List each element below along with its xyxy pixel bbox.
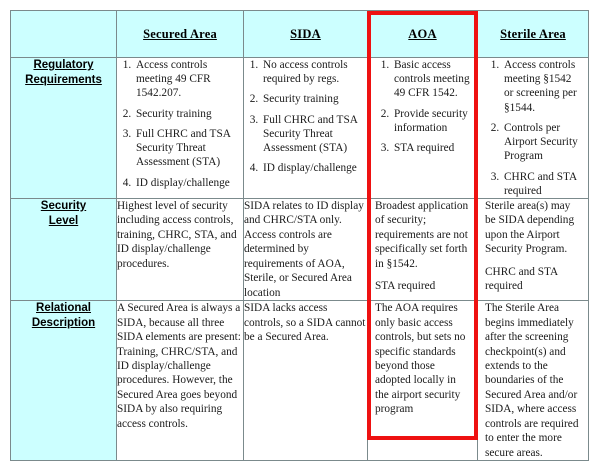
cell-paragraph: Highest level of security including access controls, training, CHRC, STA, and ID display/challenge procedures. (117, 199, 237, 270)
cell-paragraph: Sterile area(s) may be SIDA depending upon the Airport Security Program. (485, 199, 575, 256)
table-corner-cell (11, 11, 117, 58)
cell-paragraph: The AOA requires only basic access controls, but sets no specific standards beyond those adopted locally in the airport security program (375, 302, 466, 416)
table-header-row (11, 11, 589, 58)
cell-security-level-sida (244, 198, 368, 300)
cell-paragraph: The Sterile Area begins immediately after the screening checkpoint(s) and extends to the boundaries of the Secured Area and/or SIDA, where access controls are required to enter the more secure areas. (485, 302, 579, 459)
row-label-line2: Requirements (25, 73, 102, 86)
requirement-list (485, 58, 583, 198)
column-header-sida (244, 11, 368, 58)
column-header-label: AOA (408, 27, 437, 41)
row-label-line2: Description (31, 316, 96, 329)
column-header-aoa (368, 11, 478, 58)
cell-regulatory-sterile (478, 58, 589, 199)
cell-relational-aoa (368, 301, 478, 461)
row-label-security-level (11, 198, 117, 300)
security-areas-comparison-table (10, 10, 589, 461)
paragraph-group (375, 301, 472, 417)
requirement-item: 3. Full CHRC and TSA Security Threat Assessment (STA) (261, 113, 367, 156)
paragraph-group (244, 199, 367, 300)
cell-paragraph: CHRC and STA required (485, 265, 558, 293)
requirement-item: 1. No access controls required by regs. (261, 58, 367, 86)
cell-paragraph: STA required (375, 280, 436, 293)
row-label-relational-description (11, 301, 117, 461)
paragraph-group (244, 301, 367, 344)
paragraph-group (375, 199, 472, 294)
requirement-item: 2. Controls per Airport Security Program (502, 121, 583, 164)
cell-paragraph: Broadest application of security; requirements are not specifically set forth in §1542. (375, 199, 469, 270)
cell-paragraph: SIDA lacks access controls, so a SIDA cannot be a Secured Area. (244, 302, 366, 344)
row-label-line1: Relational (36, 302, 91, 315)
cell-security-level-sterile (478, 198, 589, 300)
requirement-item: 1. Basic access controls meeting 49 CFR 1542. (392, 58, 472, 101)
column-header-secured-area (117, 11, 244, 58)
row-label-line2: Level (48, 214, 79, 227)
column-header-label: Secured Area (143, 27, 217, 41)
cell-relational-sida (244, 301, 368, 461)
paragraph-group (485, 301, 583, 460)
paragraph-group (117, 199, 243, 271)
cell-security-level-aoa (368, 198, 478, 300)
column-header-label: SIDA (290, 27, 321, 41)
cell-relational-secured (117, 301, 244, 461)
paragraph-group (485, 199, 583, 294)
requirement-item: 4. ID display/challenge (134, 176, 243, 190)
requirement-list (375, 58, 472, 155)
row-label-line1: Security (40, 199, 87, 212)
cell-paragraph: A Secured Area is always a SIDA, because all three SIDA elements are present: Training, CHRC/STA, and ID display/challenge procedures. However, the Secured Area goes beyond SIDA by also requiring access controls. (117, 302, 241, 430)
table-row-relational-description (11, 301, 589, 461)
table-row-security-level (11, 198, 589, 300)
paragraph-group (117, 301, 243, 431)
requirement-item: 2. Security training (134, 107, 243, 121)
column-header-label: Sterile Area (500, 27, 566, 41)
requirement-item: 2. Provide security information (392, 107, 472, 135)
requirement-item: 3. STA required (392, 141, 472, 155)
row-label-line1: Regulatory (33, 59, 94, 71)
cell-regulatory-secured (117, 58, 244, 199)
cell-security-level-secured (117, 198, 244, 300)
requirement-item: 2. Security training (261, 92, 367, 106)
cell-regulatory-sida (244, 58, 368, 199)
requirement-item: 3. CHRC and STA required (502, 170, 583, 198)
requirement-item: 4. ID display/challenge (261, 161, 367, 175)
requirement-item: 1. Access controls meeting 49 CFR 1542.207. (134, 58, 243, 101)
cell-relational-sterile (478, 301, 589, 461)
requirement-item: 3. Full CHRC and TSA Security Threat Assessment (STA) (134, 127, 243, 170)
requirement-item: 1. Access controls meeting §1542 or screening per §1544. (502, 58, 583, 115)
row-label-regulatory-requirements (11, 58, 117, 199)
requirement-list (117, 58, 243, 190)
cell-paragraph: SIDA relates to ID display and CHRC/STA only. Access controls are determined by requirements of AOA, Sterile, or Secured Area location (244, 199, 364, 299)
cell-regulatory-aoa (368, 58, 478, 199)
column-header-sterile-area (478, 11, 589, 58)
requirement-list (244, 58, 367, 176)
table-row-regulatory-requirements (11, 58, 589, 199)
